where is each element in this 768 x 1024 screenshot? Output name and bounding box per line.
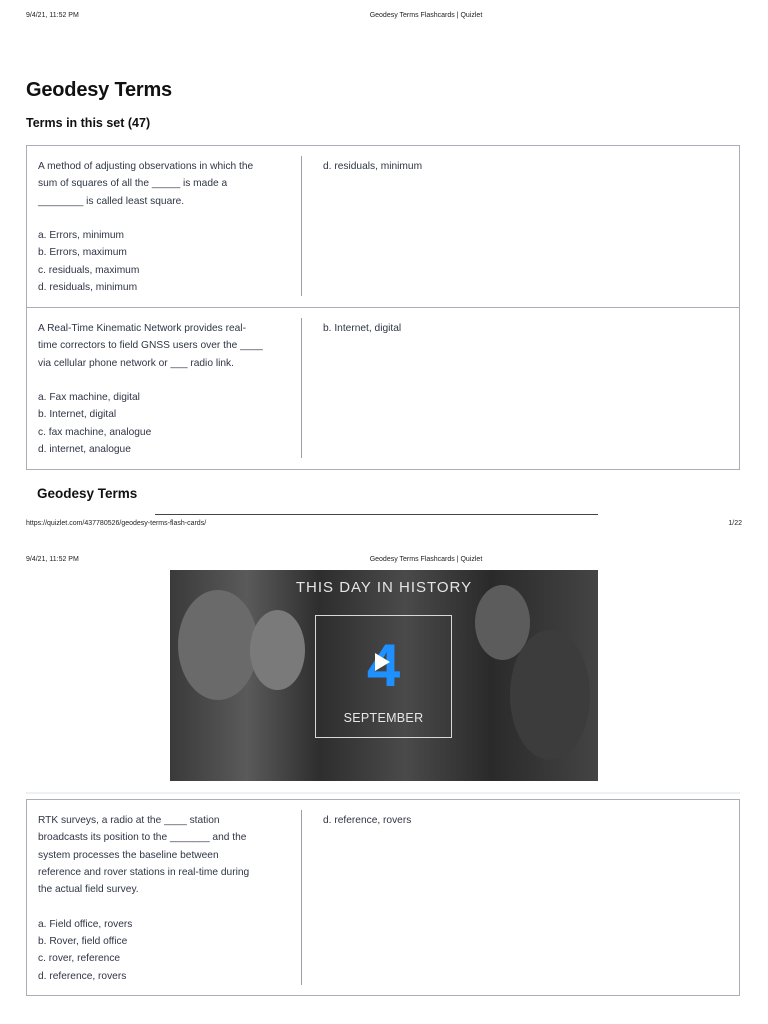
card-term: RTK surveys, a radio at the ____ station broadcasts its position to the _______ and the system processes the baseline between reference and rover stations in real-time during the actual field survey. a. Field office, rovers b. Rover, field office c. rover, reference d. reference, rovers [38, 812, 278, 985]
card-divider [301, 318, 302, 458]
card-divider [301, 810, 302, 985]
video-thumbnail[interactable] [170, 570, 598, 781]
play-icon[interactable] [375, 653, 390, 671]
flashcard [26, 145, 740, 308]
flashcard [26, 307, 740, 470]
option: a. Field office, rovers [38, 918, 133, 930]
card-term: A Real-Time Kinematic Network provides real- time correctors to field GNSS users over the ____ via cellular phone network or ___ radio link. a. Fax machine, digital b. Internet, digital c. fax machine, analogue d. internet, analogue [38, 320, 278, 458]
option: a. Errors, minimum [38, 230, 125, 242]
print-date: 9/4/21, 11:52 PM [26, 556, 79, 563]
page-title: Geodesy Terms [26, 79, 172, 101]
option: b. Rover, field office [38, 936, 128, 948]
section-heading: Geodesy Terms [37, 486, 138, 501]
option: d. residuals, minimum [38, 282, 138, 294]
separator [26, 792, 740, 794]
date-box [315, 615, 452, 738]
option: c. residuals, maximum [38, 264, 140, 276]
portrait-image [178, 590, 258, 700]
portrait-image [250, 610, 305, 690]
video-title: THIS DAY IN HISTORY [295, 579, 473, 596]
month-label: SEPTEMBER [343, 711, 424, 725]
page-number: 1/22 [728, 520, 742, 527]
print-title: Geodesy Terms Flashcards | Quizlet [369, 12, 483, 19]
flashcard [26, 799, 740, 996]
print-title: Geodesy Terms Flashcards | Quizlet [369, 556, 483, 563]
print-date: 9/4/21, 11:52 PM [26, 12, 79, 19]
option: b. Errors, maximum [38, 247, 127, 259]
terms-count: Terms in this set (47) [26, 116, 151, 130]
option: d. internet, analogue [38, 444, 131, 456]
option: b. Internet, digital [38, 409, 117, 421]
option: d. reference, rovers [38, 970, 127, 982]
option: c. rover, reference [38, 953, 121, 965]
card-definition: d. residuals, minimum [323, 161, 423, 172]
card-term: A method of adjusting observations in which the sum of squares of all the _____ is made a ________ is called least square. a. Errors, minimum b. Errors, maximum c. residuals, maximum d. residuals, minimum [38, 158, 278, 296]
card-divider [301, 156, 302, 296]
option: c. fax machine, analogue [38, 426, 152, 438]
print-url: https://quizlet.com/437780526/geodesy-terms-flash-cards/ [26, 520, 207, 527]
day-number: 4 [366, 632, 401, 699]
divider-line [155, 514, 598, 515]
portrait-image [510, 630, 590, 760]
card-definition: b. Internet, digital [323, 323, 402, 334]
card-definition: d. reference, rovers [323, 815, 412, 826]
option: a. Fax machine, digital [38, 392, 140, 404]
